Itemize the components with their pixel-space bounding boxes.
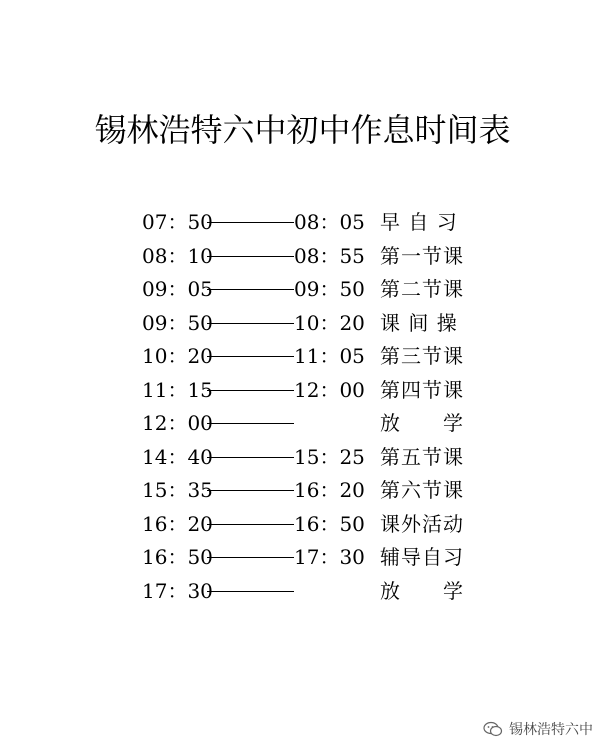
start-time: 17：30 — [142, 578, 213, 603]
time-dash — [207, 591, 294, 592]
end-time: 08：05 — [294, 210, 365, 234]
schedule-row — [140, 206, 480, 240]
time-dash — [207, 457, 294, 458]
activity-label: 早 自 习 — [380, 210, 458, 234]
time-dash — [207, 423, 294, 424]
end-time: 08：55 — [294, 243, 365, 268]
start-time: 16：20 — [142, 511, 213, 536]
start-time: 09：50 — [142, 310, 213, 335]
time-dash — [207, 289, 294, 290]
time-dash — [207, 557, 294, 558]
schedule-table — [140, 206, 480, 608]
start-time: 12：00 — [142, 411, 213, 435]
start-time: 07：50 — [142, 210, 213, 234]
schedule-row — [140, 474, 480, 508]
end-time: 12：00 — [294, 377, 365, 402]
activity-label: 放 学 — [380, 411, 464, 435]
activity-label: 第四节课 — [380, 377, 464, 402]
time-dash — [207, 390, 294, 391]
activity-label: 第五节课 — [380, 444, 464, 469]
schedule-row — [140, 575, 480, 609]
activity-label: 课外活动 — [380, 511, 464, 536]
schedule-row — [140, 541, 480, 575]
time-dash — [207, 524, 294, 525]
activity-label: 放 学 — [380, 578, 464, 603]
schedule-row — [140, 407, 480, 441]
start-time: 10：20 — [142, 344, 213, 368]
end-time: 17：30 — [294, 545, 365, 569]
start-time: 08：10 — [142, 243, 213, 268]
start-time: 11：15 — [142, 377, 213, 402]
schedule-row — [140, 441, 480, 475]
activity-label: 辅导自习 — [380, 545, 464, 569]
schedule-row — [140, 240, 480, 274]
end-time: 09：50 — [294, 277, 365, 301]
activity-label: 第六节课 — [380, 478, 464, 502]
time-dash — [207, 356, 294, 357]
schedule-row — [140, 273, 480, 307]
activity-label: 第一节课 — [380, 243, 464, 268]
activity-label: 第二节课 — [380, 277, 464, 301]
schedule-row — [140, 340, 480, 374]
end-time: 16：20 — [294, 478, 365, 502]
start-time: 09：05 — [142, 277, 213, 301]
time-dash — [207, 490, 294, 491]
start-time: 14：40 — [142, 444, 213, 469]
start-time: 15：35 — [142, 478, 213, 502]
watermark-text: 锡林浩特六中 — [509, 722, 593, 738]
time-dash — [207, 256, 294, 257]
schedule-row — [140, 307, 480, 341]
wechat-icon — [483, 721, 503, 737]
start-time: 16：50 — [142, 545, 213, 569]
time-dash — [207, 323, 294, 324]
time-dash — [207, 222, 294, 223]
end-time: 15：25 — [294, 444, 365, 469]
end-time: 10：20 — [294, 310, 365, 335]
end-time: 16：50 — [294, 511, 365, 536]
schedule-row — [140, 374, 480, 408]
activity-label: 课 间 操 — [380, 310, 458, 335]
end-time: 11：05 — [294, 344, 365, 368]
activity-label: 第三节课 — [380, 344, 464, 368]
watermark — [483, 719, 593, 739]
page-title: 锡林浩特六中初中作息时间表 — [94, 111, 511, 149]
schedule-row — [140, 508, 480, 542]
